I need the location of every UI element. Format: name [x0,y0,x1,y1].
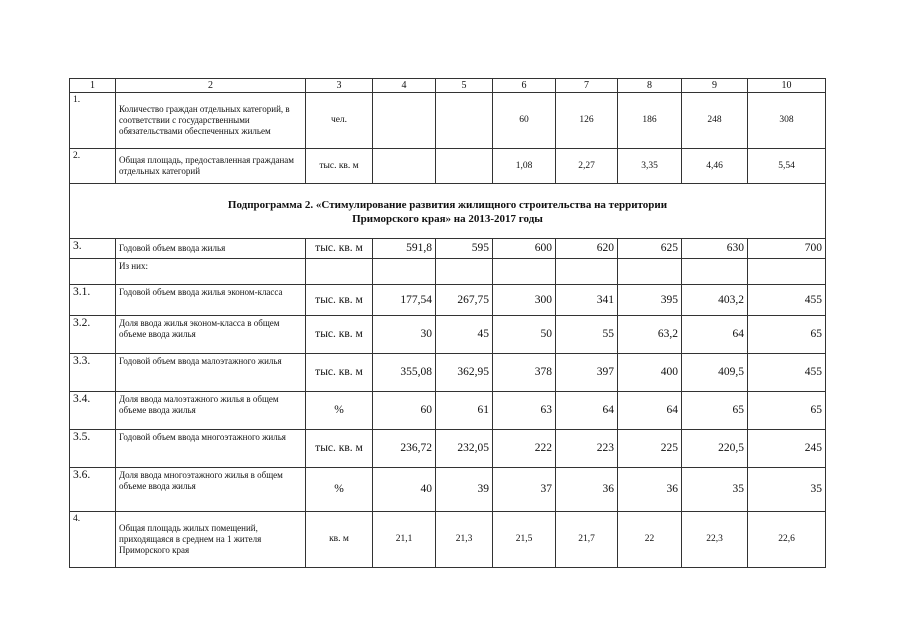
indicator-name: Из них: [116,259,306,285]
value-cell: 600 [493,239,556,259]
subprogram-heading: Подпрограмма 2. «Стимулирование развития жилищного строительства на территории Приморского края» на 2013-2017 годы [70,184,826,239]
value-cell: 64 [618,392,682,430]
indicator-name: Доля ввода малоэтажного жилья в общем объеме ввода жилья [116,392,306,430]
header-cell: 2 [116,79,306,93]
value-cell: 220,5 [682,430,748,468]
value-cell: 61 [436,392,493,430]
value-cell: 362,95 [436,354,493,392]
empty-cell [556,259,618,285]
value-cell: 126 [556,93,618,149]
value-cell: 50 [493,316,556,354]
table-row [70,354,826,392]
table-row [70,468,826,512]
value-cell: 620 [556,239,618,259]
value-cell: 65 [682,392,748,430]
value-cell: 186 [618,93,682,149]
value-cell: 60 [493,93,556,149]
row-number: 3.4. [70,392,116,430]
value-cell: 177,54 [373,285,436,316]
row-number: 2. [70,149,116,184]
value-cell: 45 [436,316,493,354]
row-number: 3. [70,239,116,259]
indicator-name: Годовой объем ввода жилья [116,239,306,259]
value-cell: 308 [748,93,826,149]
value-cell: 39 [436,468,493,512]
table-row [70,239,826,259]
value-cell: 403,2 [682,285,748,316]
value-cell: 21,5 [493,512,556,568]
unit-cell: кв. м [306,512,373,568]
empty-cell [493,259,556,285]
value-cell: 595 [436,239,493,259]
row-number: 3.2. [70,316,116,354]
unit-cell: тыс. кв. м [306,316,373,354]
header-cell: 4 [373,79,436,93]
value-cell [373,93,436,149]
value-cell: 35 [748,468,826,512]
value-cell: 222 [493,430,556,468]
unit-cell: чел. [306,93,373,149]
subprogram-row [70,184,826,239]
value-cell: 4,46 [682,149,748,184]
table-row [70,316,826,354]
value-cell: 236,72 [373,430,436,468]
unit-cell: % [306,468,373,512]
indicator-name: Доля ввода многоэтажного жилья в общем объеме ввода жилья [116,468,306,512]
row-number: 4. [70,512,116,568]
value-cell: 36 [618,468,682,512]
value-cell: 300 [493,285,556,316]
unit-cell: тыс. кв. м [306,430,373,468]
row-number: 3.6. [70,468,116,512]
value-cell: 64 [682,316,748,354]
empty-cell [373,259,436,285]
header-cell: 1 [70,79,116,93]
value-cell: 64 [556,392,618,430]
empty-cell [682,259,748,285]
indicator-name: Годовой объем ввода малоэтажного жилья [116,354,306,392]
value-cell: 248 [682,93,748,149]
value-cell: 625 [618,239,682,259]
value-cell: 21,7 [556,512,618,568]
indicator-name: Общая площадь жилых помещений, приходящаяся в среднем на 1 жителя Приморского края [116,512,306,568]
table-row [70,93,826,149]
table-row [70,392,826,430]
header-row [70,79,826,93]
indicator-name: Количество граждан отдельных категорий, в соответствии с государственными обязательствами обеспеченных жильем [116,93,306,149]
value-cell: 341 [556,285,618,316]
indicators-table [69,78,826,568]
value-cell: 63 [493,392,556,430]
unit-cell: тыс. кв. м [306,354,373,392]
value-cell: 591,8 [373,239,436,259]
header-cell: 6 [493,79,556,93]
unit-cell: тыс. кв. м [306,149,373,184]
indicator-name: Доля ввода жилья эконом-класса в общем объеме ввода жилья [116,316,306,354]
header-cell: 9 [682,79,748,93]
value-cell: 232,05 [436,430,493,468]
value-cell: 355,08 [373,354,436,392]
value-cell: 245 [748,430,826,468]
value-cell: 700 [748,239,826,259]
value-cell: 65 [748,392,826,430]
value-cell [373,149,436,184]
row-number: 1. [70,93,116,149]
value-cell: 21,1 [373,512,436,568]
value-cell: 37 [493,468,556,512]
table-row [70,512,826,568]
value-cell: 60 [373,392,436,430]
value-cell: 267,75 [436,285,493,316]
empty-cell [618,259,682,285]
table-row [70,149,826,184]
table-row [70,285,826,316]
value-cell [436,93,493,149]
value-cell: 1,08 [493,149,556,184]
value-cell: 223 [556,430,618,468]
row-number: 3.5. [70,430,116,468]
indicator-name: Общая площадь, предоставленная гражданам отдельных категорий [116,149,306,184]
value-cell: 22,3 [682,512,748,568]
empty-cell [70,259,116,285]
value-cell [436,149,493,184]
header-cell: 7 [556,79,618,93]
value-cell: 30 [373,316,436,354]
value-cell: 5,54 [748,149,826,184]
header-cell: 10 [748,79,826,93]
value-cell: 455 [748,285,826,316]
header-cell: 8 [618,79,682,93]
value-cell: 225 [618,430,682,468]
unit-cell: % [306,392,373,430]
table-row [70,430,826,468]
value-cell: 21,3 [436,512,493,568]
row-number: 3.3. [70,354,116,392]
value-cell: 36 [556,468,618,512]
unit-cell: тыс. кв. м [306,285,373,316]
value-cell: 630 [682,239,748,259]
indicator-name: Годовой объем ввода многоэтажного жилья [116,430,306,468]
value-cell: 397 [556,354,618,392]
value-cell: 35 [682,468,748,512]
value-cell: 40 [373,468,436,512]
value-cell: 3,35 [618,149,682,184]
table-row [70,259,826,285]
value-cell: 22 [618,512,682,568]
value-cell: 63,2 [618,316,682,354]
empty-cell [306,259,373,285]
value-cell: 400 [618,354,682,392]
header-cell: 3 [306,79,373,93]
value-cell: 455 [748,354,826,392]
value-cell: 409,5 [682,354,748,392]
header-cell: 5 [436,79,493,93]
value-cell: 2,27 [556,149,618,184]
value-cell: 395 [618,285,682,316]
unit-cell: тыс. кв. м [306,239,373,259]
value-cell: 378 [493,354,556,392]
indicator-name: Годовой объем ввода жилья эконом-класса [116,285,306,316]
table-body [70,79,826,568]
value-cell: 55 [556,316,618,354]
value-cell: 65 [748,316,826,354]
value-cell: 22,6 [748,512,826,568]
empty-cell [436,259,493,285]
row-number: 3.1. [70,285,116,316]
empty-cell [748,259,826,285]
